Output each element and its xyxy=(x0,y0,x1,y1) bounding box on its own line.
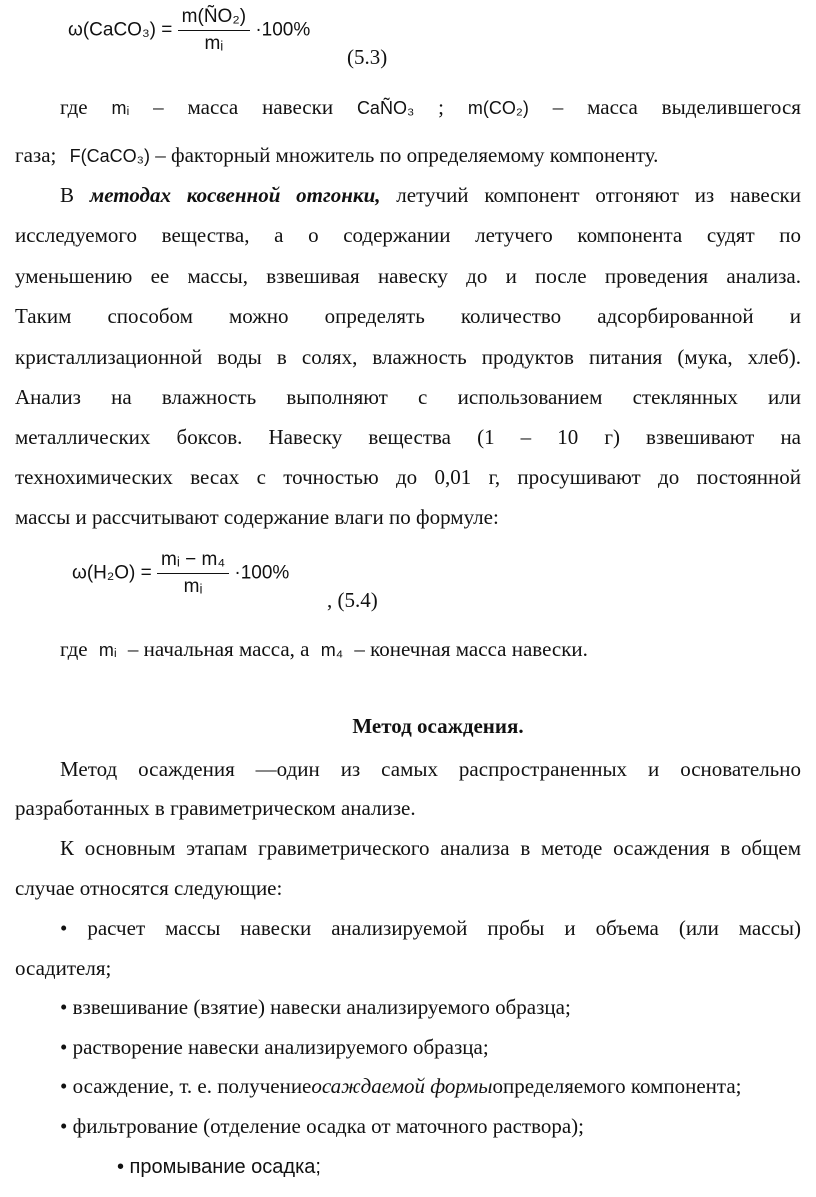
symbol-mi: mᵢ xyxy=(111,98,130,118)
word-naveski: навески xyxy=(262,95,334,119)
where-5-4-line xyxy=(60,637,588,662)
section-heading: Метод осаждения. xyxy=(352,714,524,738)
bullet-2: • взвешивание (взятие) навески анализируемого образца; xyxy=(60,995,571,1019)
where-word: где xyxy=(60,95,88,119)
indirect-line-9: массы и рассчитывают содержание влаги по формуле: xyxy=(15,505,499,529)
indirect-line-5: кристаллизационной воды в солях, влажность продуктов питания (мука, хлеб). xyxy=(15,345,801,369)
bullet-4-post: определяемого компонента; xyxy=(492,1074,742,1098)
bullet-3: • растворение навески анализируемого образца; xyxy=(60,1035,489,1059)
formula-5-3-lhs: ω(CaCO₃) = xyxy=(68,19,173,41)
bullet-4 xyxy=(60,1074,742,1098)
word-massa: масса xyxy=(187,95,239,119)
formula-5-4-fraction xyxy=(157,549,229,598)
formula-5-3-numerator: m(ÑO₂) xyxy=(178,6,250,31)
dash: – xyxy=(153,95,164,119)
indirect-term: методах косвенной отгонки, xyxy=(89,183,381,207)
formula-5-4 xyxy=(72,549,289,598)
word-vydel: выделившегося xyxy=(661,95,801,119)
bullet-6: • промывание осадка; xyxy=(117,1156,321,1178)
formula-5-4-denominator: mᵢ xyxy=(183,576,203,597)
where-5-4-text1: – начальная масса, а xyxy=(127,637,310,661)
symbol-canno3: CaÑO₃ xyxy=(356,98,415,118)
formula-5-4-number: , (5.4) xyxy=(327,588,378,612)
formula-5-4-factor: ·100% xyxy=(234,562,290,584)
formula-5-3-denominator: mᵢ xyxy=(204,33,224,54)
indirect-line-2: исследуемого вещества, а о содержании летучего компонента судят по xyxy=(15,223,801,247)
symbol-mi: mᵢ xyxy=(98,640,117,660)
bullet-1-line-1: • расчет массы навески анализируемой пробы и объема (или массы) xyxy=(60,916,801,940)
indirect-line-7: металлических боксов. Навеску вещества (1 – 10 г) взвешивают на xyxy=(15,425,801,449)
word-massa: масса xyxy=(587,95,638,119)
where-word: где xyxy=(60,637,88,661)
symbol-fcaco3: F(CaCO₃) xyxy=(69,146,150,166)
where-5-3-line2 xyxy=(15,143,658,168)
semicolon: ; xyxy=(438,95,444,119)
method-line-1: Метод осаждения —один из самых распространенных и основательно xyxy=(60,757,801,781)
symbol-m4: m₄ xyxy=(320,640,344,660)
method-line-2: разработанных в гравиметрическом анализе. xyxy=(15,796,416,820)
bullet-4-pre: • осаждение, т. е. получение xyxy=(60,1074,312,1098)
symbol-mco2: m(CO₂) xyxy=(467,98,529,118)
indirect-line-1-post: летучий компонент отгоняют из навески xyxy=(380,183,801,207)
bullet-4-term: осаждаемой формы xyxy=(311,1074,493,1098)
word-gaza: газа; xyxy=(15,143,57,167)
where-5-3-rest: – факторный множитель по определяемому компоненту. xyxy=(155,143,659,167)
where-5-3-line1 xyxy=(60,95,801,120)
method-line-3: К основным этапам гравиметрического анализа в методе осаждения в общем xyxy=(60,836,801,860)
indirect-line-6: Анализ на влажность выполняют с использованием стеклянных или xyxy=(15,385,801,409)
bullet-5: • фильтрование (отделение осадка от маточного раствора); xyxy=(60,1114,584,1138)
formula-5-3 xyxy=(68,6,310,55)
where-5-4-text2: – конечная масса навески. xyxy=(354,637,588,661)
dash: – xyxy=(552,95,564,119)
formula-5-3-fraction xyxy=(178,6,250,55)
formula-5-4-numerator: mᵢ − m₄ xyxy=(157,549,229,574)
formula-5-4-lhs: ω(H₂O) = xyxy=(72,562,152,584)
indirect-line-4: Таким способом можно определять количество адсорбированной и xyxy=(15,304,801,328)
indirect-line-1-pre: В xyxy=(60,183,90,207)
indirect-line-1 xyxy=(60,183,801,207)
method-line-4: случае относятся следующие: xyxy=(15,876,283,900)
formula-5-3-number: (5.3) xyxy=(347,45,388,69)
bullet-1-line-2: осадителя; xyxy=(15,956,112,980)
indirect-line-3: уменьшению ее массы, взвешивая навеску до и после проведения анализа. xyxy=(15,264,801,288)
indirect-line-8: технохимических весах с точностью до 0,01 г, просушивают до постоянной xyxy=(15,465,801,489)
formula-5-3-factor: ·100% xyxy=(255,19,311,41)
